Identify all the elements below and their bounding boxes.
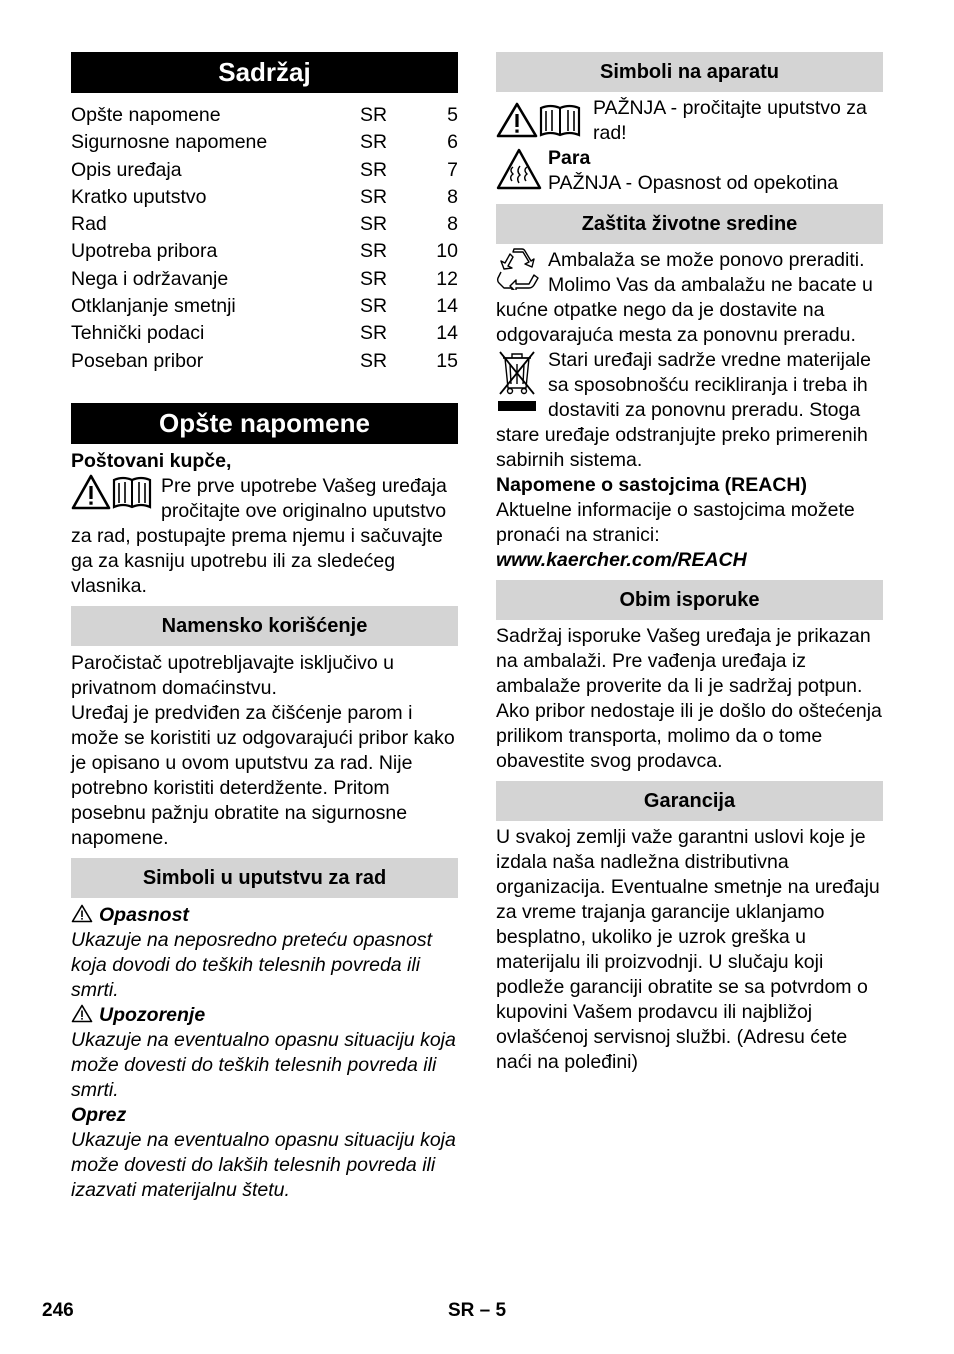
left-column: [71, 52, 458, 1203]
reach-link[interactable]: www.kaercher.com/REACH: [496, 549, 747, 571]
table-of-contents: [71, 102, 458, 375]
toc-row-lang: SR: [360, 185, 388, 208]
toc-row-title: Kratko uputstvo: [71, 185, 207, 208]
toc-row-page: 6: [447, 131, 458, 154]
hot-steam-warning-icon: [496, 148, 542, 190]
warning-triangle-icon: [71, 474, 111, 510]
danger-text: Ukazuje na neposredno preteću opasnost koja dovodi do teških telesnih povreda ili smrti.: [71, 928, 432, 1001]
read-manual-text: PAŽNJA - pročitajte uputstvo za rad!: [593, 97, 867, 144]
danger-label: Opasnost: [99, 903, 189, 926]
greeting: Poštovani kupče,: [71, 449, 232, 472]
toc-row-lang: SR: [360, 322, 388, 345]
recycling-icon: [496, 248, 540, 290]
reach-text: Aktuelne informacije o sastojcima možete pronaći na stranici:: [496, 499, 855, 546]
toc-row-lang: SR: [360, 295, 388, 318]
toc-row[interactable]: [71, 129, 458, 156]
steam-symbol-row: [496, 146, 883, 197]
danger-line: [71, 903, 458, 928]
reach-heading: Napomene o sastojcima (REACH): [496, 474, 807, 496]
steam-texts: [548, 146, 838, 197]
intended-use-p2: Uređaj je predviđen za čišćenje parom i može se koristiti uz odgovarajući pribor kako je opisano u ovom uputstvu za rad. Nije potrebno koristiti deterdžente. Pritom posebnu pažnju obratite na sigurnosne napomene.: [71, 701, 455, 849]
steam-text: PAŽNJA - Opasnost od opekotina: [548, 172, 839, 194]
general-body: Pre prve upotrebe Vašeg uređaja pročitajte ove originalno uputstvo za rad, postupajte prema njemu i sačuvajte ga za kasniju upotrebu ili za sledećeg vlasnika.: [71, 474, 447, 597]
warning-triangle-icon: [71, 904, 93, 923]
recycle-icon-wrap: [496, 248, 548, 296]
intended-use-p1: Paročistač upotrebljavajte isključivo u privatnom domaćinstvu.: [71, 651, 394, 699]
device-symbols-heading: Simboli na aparatu: [496, 52, 883, 92]
toc-row-page: 14: [436, 322, 458, 345]
toc-row-page: 5: [447, 104, 458, 126]
toc-row-page: 10: [436, 240, 458, 263]
old-devices-text: [496, 348, 883, 473]
toc-row-title: Otklanjanje smetnji: [71, 295, 236, 318]
page-number: 246: [42, 1300, 74, 1321]
toc-row-lang: SR: [360, 240, 388, 263]
toc-row-title: Opis uređaja: [71, 158, 182, 181]
delivery-p2: Ako pribor nedostaje ili je došlo do oštećenja prilikom transporta, molimo da o tome obavestite svog prodavca.: [496, 700, 882, 772]
caution-text: Ukazuje na eventualno opasnu situaciju koja može dovesti do lakših telesnih povreda ili izazvati materijalnu štetu.: [71, 1128, 456, 1201]
toc-row-page: 14: [436, 295, 458, 318]
toc-row[interactable]: [71, 238, 458, 265]
general-heading: Opšte napomene: [71, 403, 458, 444]
toc-row-title: Opšte napomene: [71, 104, 221, 126]
steam-label: Para: [548, 147, 591, 169]
toc-row-lang: SR: [360, 158, 388, 181]
manual-book-icon: [538, 102, 582, 138]
toc-row-title: Rad: [71, 213, 107, 236]
warning-triangle-icon: [71, 1004, 93, 1023]
intended-use-heading: Namensko korišćenje: [71, 606, 458, 646]
environment-heading: Zaštita životne sredine: [496, 204, 883, 244]
toc-row-lang: SR: [360, 267, 388, 290]
delivery-heading: Obim isporuke: [496, 580, 883, 620]
warning-label: Upozorenje: [99, 1003, 206, 1026]
packaging-text: [496, 248, 883, 348]
toc-row-lang: SR: [360, 213, 388, 236]
toc-row[interactable]: [71, 293, 458, 320]
warranty-text: U svakoj zemlji važe garantni uslovi koje je izdala naša nadležna distributivna organizacija. Eventualne smetnje na uređaju za vreme trajanja garancije uklanjamo besplatno, ukoliko je uzrok greška u materijalu ili proizvodnji. U slučaju koji podleže garanciji obratite se sa potvrdom o kupovini Vašem prodavcu ili najbližoj ovlašćenoj servisnoj službi. (Adresu ćete naći na poleđini): [496, 826, 880, 1073]
manual-symbols-heading: Simboli u uputstvu za rad: [71, 858, 458, 898]
toc-row-title: Tehnički podaci: [71, 322, 205, 345]
toc-row[interactable]: [71, 184, 458, 211]
toc-row-lang: SR: [360, 349, 388, 372]
read-manual-icons: [71, 474, 153, 518]
toc-row[interactable]: [71, 211, 458, 238]
packaging-body: Ambalaža se može ponovo preraditi. Molimo Vas da ambalažu ne bacate u kućne otpatke nego da je dostavite na odgovarajuća mesta za ponovnu preradu.: [496, 249, 873, 346]
toc-row[interactable]: [71, 157, 458, 184]
old-devices-body: Stari uređaji sadrže vredne materijale sa sposobnošću recikliranja i treba ih dostaviti za ponovnu preradu. Stoga stare uređaje odstranjujte preko primerenih sabirnih sistema.: [496, 349, 871, 471]
toc-row-page: 15: [436, 349, 458, 372]
toc-row-title: Nega i održavanje: [71, 267, 229, 290]
toc-heading: Sadržaj: [71, 52, 458, 93]
toc-row[interactable]: [71, 348, 458, 375]
warranty-heading: Garancija: [496, 781, 883, 821]
toc-row-page: 7: [447, 158, 458, 181]
toc-row-title: Upotreba pribora: [71, 240, 218, 263]
toc-row-lang: SR: [360, 131, 388, 154]
warning-line: [71, 1003, 458, 1028]
weee-icon-wrap: [496, 348, 548, 418]
toc-row[interactable]: [71, 320, 458, 347]
general-text: [71, 474, 458, 599]
warning-triangle-icon: [496, 102, 538, 138]
caution-label: Oprez: [71, 1103, 127, 1126]
toc-row[interactable]: [71, 102, 458, 129]
toc-row-page: 8: [447, 213, 458, 236]
toc-row-page: 12: [436, 267, 458, 290]
manual-book-icon: [111, 474, 153, 510]
delivery-p1: Sadržaj isporuke Vašeg uređaja je prikazan na ambalaži. Pre vađenja uređaja iz ambalaže proverite da li je sadržaj potpun.: [496, 625, 871, 697]
toc-row[interactable]: [71, 266, 458, 293]
toc-row-title: Sigurnosne napomene: [71, 131, 268, 154]
hot-steam-icon-wrap: [496, 146, 548, 197]
warning-text: Ukazuje na eventualno opasnu situaciju koja može dovesti do teških telesnih povreda ili smrti.: [71, 1028, 456, 1101]
read-manual-icons: [496, 96, 593, 146]
right-column: [496, 52, 883, 1075]
toc-row-lang: SR: [360, 104, 388, 126]
section-page: SR – 5: [448, 1300, 507, 1321]
toc-row-title: Poseban pribor: [71, 349, 204, 372]
read-manual-symbol-row: [496, 96, 883, 146]
crossed-out-bin-icon: [496, 348, 538, 416]
toc-row-page: 8: [447, 185, 458, 208]
